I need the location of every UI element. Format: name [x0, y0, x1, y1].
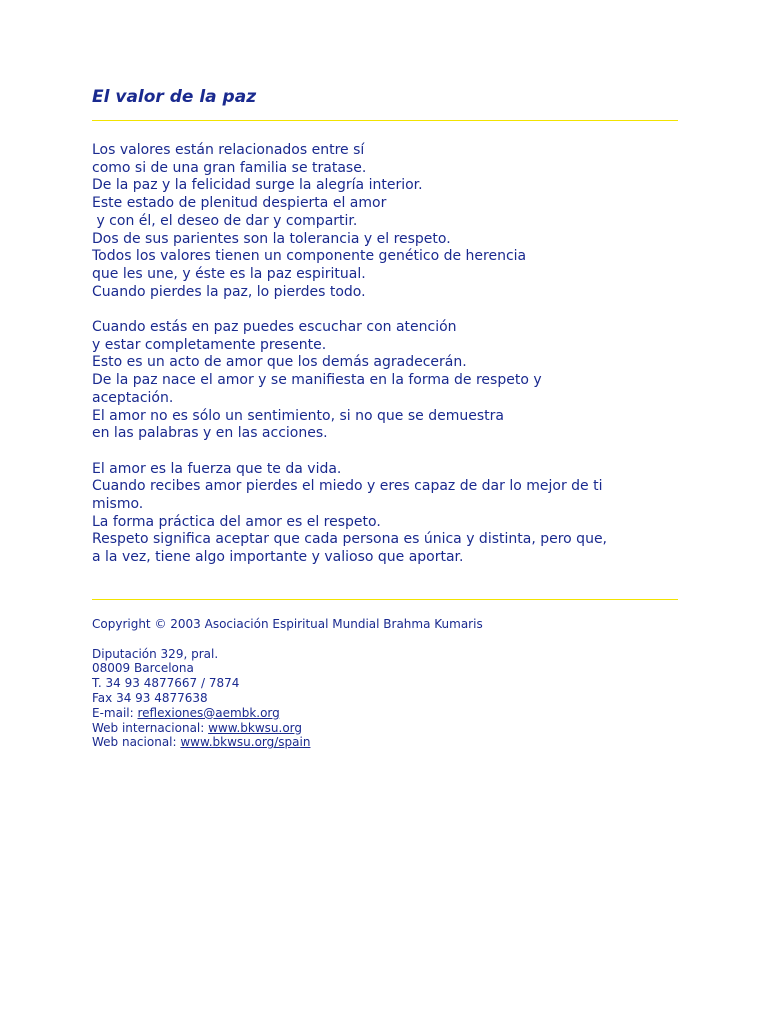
paragraph-2 — [92, 319, 682, 443]
phone-line: T. 34 93 4877667 / 7874 — [92, 676, 240, 691]
web-national-label: Web nacional: — [92, 735, 181, 750]
web-international-link[interactable]: www.bkwsu.org — [208, 720, 302, 735]
bottom-divider — [92, 599, 678, 600]
text-line: Dos de sus parientes son la tolerancia y el respeto. — [92, 230, 451, 247]
text-line: y con él, el deseo de dar y compartir. — [92, 212, 358, 229]
text-line: en las palabras y en las acciones. — [92, 425, 328, 442]
text-line: Cuando recibes amor pierdes el miedo y eres capaz de dar lo mejor de ti — [92, 478, 603, 495]
text-line: Los valores están relacionados entre sí — [92, 142, 365, 158]
text-line: como si de una gran familia se tratase. — [92, 159, 367, 176]
address-line: 08009 Barcelona — [92, 661, 194, 676]
copyright-notice: Copyright © 2003 Asociación Espiritual Mundial Brahma Kumaris — [92, 617, 483, 631]
fax-line: Fax 34 93 4877638 — [92, 690, 208, 705]
page-title: El valor de la paz — [92, 87, 257, 107]
address-line: Diputación 329, pral. — [92, 646, 219, 661]
paragraph-1 — [92, 142, 682, 301]
text-line: De la paz nace el amor y se manifiesta en la forma de respeto y — [92, 372, 542, 389]
text-line: aceptación. — [92, 389, 174, 406]
email-line — [92, 706, 682, 721]
top-divider — [92, 120, 678, 121]
web-international-label: Web internacional: — [92, 720, 209, 735]
body-text — [92, 142, 682, 585]
web-national-link[interactable]: www.bkwsu.org/spain — [180, 735, 311, 750]
text-line: a la vez, tiene algo importante y valioso que aportar. — [92, 549, 464, 566]
text-line: De la paz y la felicidad surge la alegría interior. — [92, 177, 423, 194]
text-line: El amor es la fuerza que te da vida. — [92, 460, 342, 477]
web-national-line — [92, 735, 682, 750]
text-line: Respeto significa aceptar que cada persona es única y distinta, pero que, — [92, 531, 608, 548]
text-line: Este estado de plenitud despierta el amor — [92, 195, 387, 212]
text-line: y estar completamente presente. — [92, 336, 327, 353]
footer — [92, 617, 682, 750]
paragraph-3 — [92, 461, 682, 567]
text-line: que les une, y éste es la paz espiritual. — [92, 265, 366, 282]
contact-address — [92, 647, 682, 751]
text-line: Cuando pierdes la paz, lo pierdes todo. — [92, 283, 366, 300]
text-line: Esto es un acto de amor que los demás agradecerán. — [92, 354, 467, 371]
email-label: E-mail: — [92, 705, 138, 720]
text-line: La forma práctica del amor es el respeto. — [92, 513, 381, 530]
web-international-line — [92, 721, 682, 736]
text-line: Todos los valores tienen un componente genético de herencia — [92, 248, 527, 265]
text-line: El amor no es sólo un sentimiento, si no que se demuestra — [92, 407, 504, 424]
email-link[interactable]: reflexiones@aembk.org — [137, 705, 280, 720]
text-line: Cuando estás en paz puedes escuchar con atención — [92, 319, 457, 336]
text-line: mismo. — [92, 496, 144, 513]
